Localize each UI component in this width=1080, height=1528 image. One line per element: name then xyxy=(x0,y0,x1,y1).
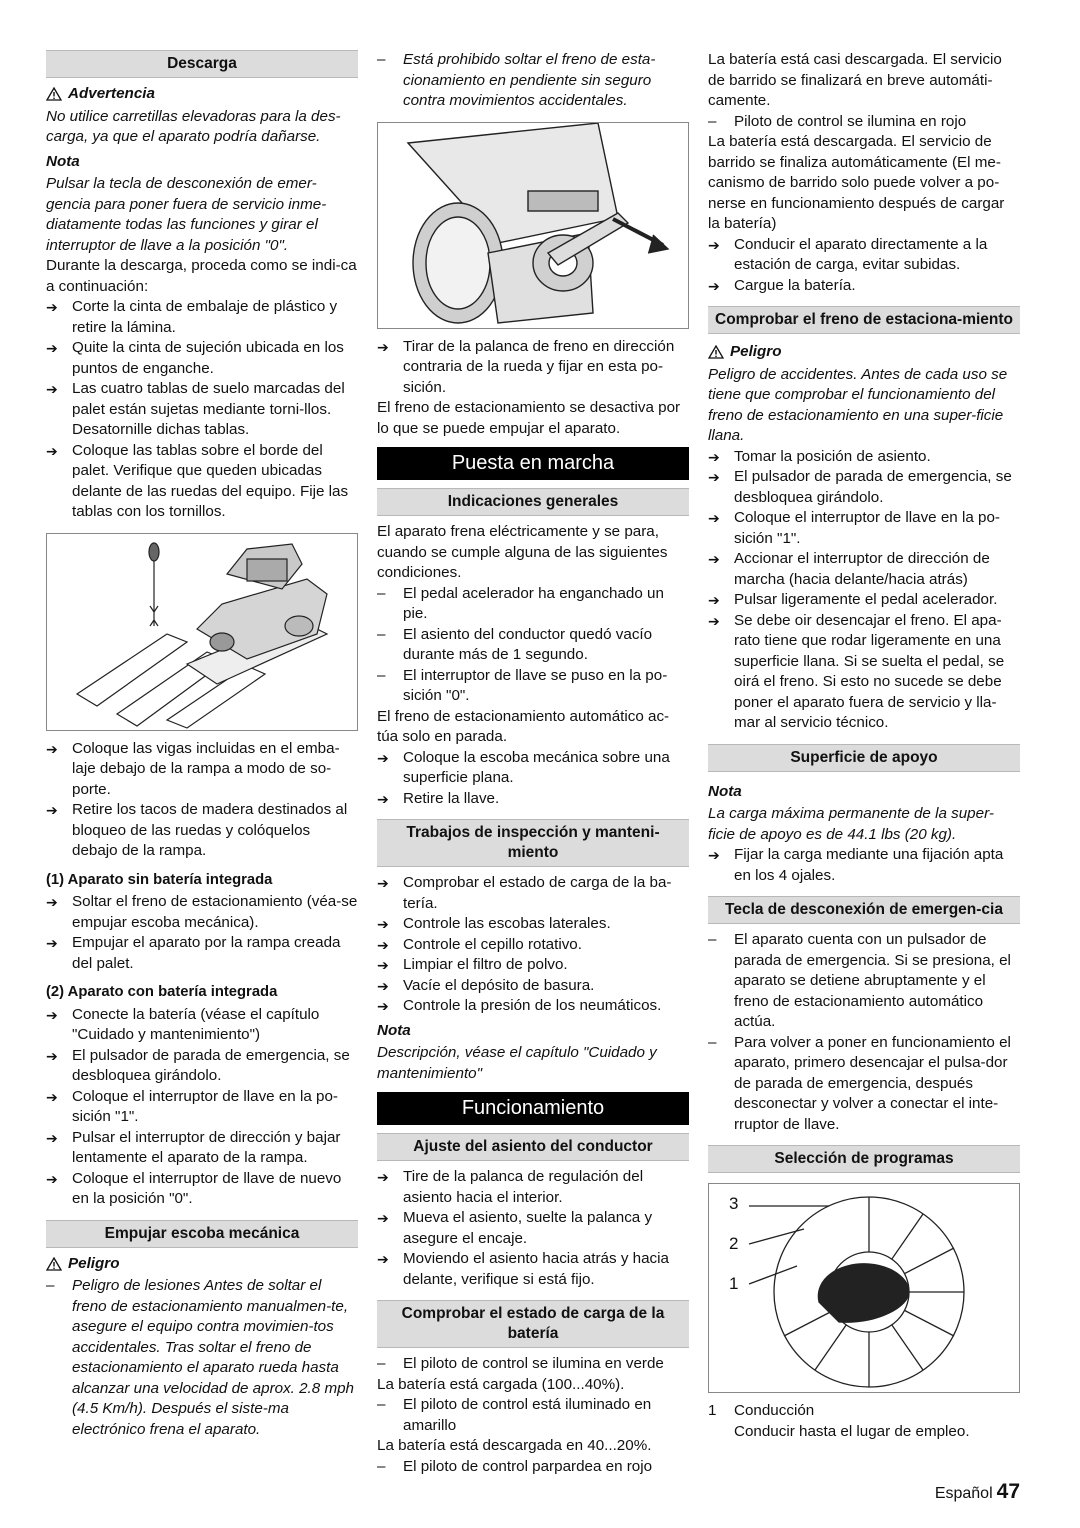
dash-marker: – xyxy=(708,1033,717,1051)
battery-empty-text: La batería está descargada. El servicio de barrido se finaliza automáticamente (El me-canismo de barrido solo puede volver a po-nerse en funcionamiento después de cargar la batería) xyxy=(708,133,1005,232)
arrow-icon: ➔ xyxy=(46,802,58,818)
list-item-text: Coloque el interruptor de llave en la po-sición "1". xyxy=(734,509,1000,547)
note-text: La carga máxima permanente de la super-ficie de apoyo es de 44.1 lbs (20 kg). xyxy=(708,805,994,843)
list-item-text: Coloque el interruptor de llave en la po-sición "1". xyxy=(72,1087,338,1125)
list-item xyxy=(377,1457,689,1478)
dash-marker: – xyxy=(377,1396,386,1413)
subheading-with-battery: (2) Aparato con batería integrada xyxy=(46,984,278,1000)
arrow-list-ramp xyxy=(46,739,358,862)
list-item-text: El piloto de control parpardea en rojo xyxy=(403,1457,653,1475)
brake-text: El freno de estacionamiento se desactiva por lo que se puede empujar el aparato. xyxy=(377,399,681,437)
warning-triangle-icon xyxy=(708,345,724,359)
note-label: Nota xyxy=(46,152,80,170)
list-item xyxy=(377,50,689,112)
note-text: Descripción, véase el capítulo "Cuidado y mantenimiento" xyxy=(377,1044,657,1082)
arrow-icon: ➔ xyxy=(46,381,58,397)
arrow-list-unload xyxy=(46,297,358,523)
heading-comprobar-bateria: Comprobar el estado de carga de la batería xyxy=(377,1300,689,1348)
arrow-icon: ➔ xyxy=(377,936,389,953)
list-item-text: Limpiar el filtro de polvo. xyxy=(403,956,568,973)
danger-label xyxy=(46,1254,358,1275)
list-item-text: El pulsador de parada de emergencia, se desbloquea girándolo. xyxy=(72,1046,350,1084)
arrow-icon: ➔ xyxy=(46,1088,58,1105)
arrow-icon: ➔ xyxy=(377,1210,389,1226)
list-item-text: Controle las escobas laterales. xyxy=(403,915,611,932)
list-item-text: Retire la llave. xyxy=(403,789,500,807)
arrow-icon: ➔ xyxy=(377,957,389,973)
list-item xyxy=(708,930,1020,1033)
arrow-icon: ➔ xyxy=(377,1251,389,1267)
list-item-text: Comprobar el estado de carga de la ba-tería. xyxy=(403,874,672,912)
danger-text: Peligro de accidentes. Antes de cada uso se tiene que comprobar el funcionamiento del freno de estacionamiento en una super-ficie llana. xyxy=(708,365,1008,444)
arrow-icon: ➔ xyxy=(46,894,58,910)
warning-text: No utilice carretillas elevadoras para la des-carga, ya que el aparato podría dañarse. xyxy=(46,107,341,145)
warning-label xyxy=(46,84,358,105)
list-item xyxy=(377,1249,689,1290)
list-item xyxy=(377,1354,689,1375)
subheading-no-battery: (1) Aparato sin batería integrada xyxy=(46,871,273,888)
arrow-icon: ➔ xyxy=(377,1169,389,1185)
dial-label-2: 2 xyxy=(729,1234,739,1253)
intro-text: Durante la descarga, proceda como se indi-ca a continuación: xyxy=(46,257,357,295)
list-item-text: Pulsar ligeramente el pedal acelerador. xyxy=(734,591,998,608)
list-item xyxy=(46,933,358,974)
dial-label-3: 3 xyxy=(729,1194,739,1213)
arrow-icon: ➔ xyxy=(708,510,720,526)
arrow-icon: ➔ xyxy=(708,448,720,465)
arrow-icon: ➔ xyxy=(46,1006,58,1023)
list-item xyxy=(377,1395,689,1436)
list-item xyxy=(46,800,358,862)
arrow-icon: ➔ xyxy=(708,551,720,567)
list-item-text: Coloque la escoba mecánica sobre una superficie plana. xyxy=(403,748,670,786)
brake-lever-figure xyxy=(377,122,689,329)
arrow-icon: ➔ xyxy=(377,998,389,1014)
note-label: Nota xyxy=(708,782,742,800)
list-item xyxy=(708,611,1020,734)
battery-yellow-text: La batería está descargada en 40...20%. xyxy=(377,1437,652,1454)
list-item-text: El pedal acelerador ha enganchado un pie. xyxy=(403,584,664,622)
list-item xyxy=(46,441,358,523)
legend-description: Conducir hasta el lugar de empleo. xyxy=(734,1422,970,1440)
list-item xyxy=(708,276,1020,297)
list-item-text: El pulsador de parada de emergencia, se desbloquea girándolo. xyxy=(734,468,1012,506)
list-item xyxy=(708,508,1020,549)
list-item xyxy=(708,1033,1020,1136)
list-item xyxy=(377,1208,689,1249)
arrow-icon: ➔ xyxy=(46,442,58,459)
warning-title: Advertencia xyxy=(68,85,155,102)
list-item-text: Las cuatro tablas de suelo marcadas del palet están sujetas mediante torni-llos. Desatornille dichas tablas. xyxy=(72,380,345,438)
column-2 xyxy=(377,50,689,1477)
legend-text: Conducción xyxy=(734,1402,815,1419)
warning-triangle-icon xyxy=(46,87,62,101)
battery-almost-text: La batería está casi descargada. El servicio de barrido se finalizará en breve automáti-camente. xyxy=(708,51,1002,109)
program-dial-figure xyxy=(708,1183,1020,1393)
column-3 xyxy=(708,50,1020,1442)
list-item xyxy=(708,845,1020,886)
heading-tecla-emergencia: Tecla de desconexión de emergen-cia xyxy=(708,896,1020,924)
list-item xyxy=(377,625,689,666)
dash-marker: – xyxy=(377,584,386,602)
arrow-icon: ➔ xyxy=(46,935,58,951)
list-item-text: Tirar de la palanca de freno en dirección contraria de la rueda y fijar en esta po-sición. xyxy=(403,337,675,396)
pallet-ramp-figure xyxy=(46,533,358,731)
list-item xyxy=(46,297,358,338)
list-item-text: Soltar el freno de estacionamiento (véa-se empujar escoba mecánica). xyxy=(72,893,358,931)
list-item-text: Coloque las tablas sobre el borde del palet. Verifique que queden ubicadas delante de las ruedas del equipo. Fije las tablas con los tornillos. xyxy=(72,441,349,520)
list-item xyxy=(377,666,689,707)
list-item xyxy=(377,955,689,976)
heading-empujar: Empujar escoba mecánica xyxy=(46,1220,358,1248)
arrow-icon: ➔ xyxy=(377,338,389,355)
arrow-list-no-battery xyxy=(46,892,358,974)
warning-triangle-icon xyxy=(46,1257,62,1271)
legend-number: 1 xyxy=(708,1402,717,1419)
heading-trabajos: Trabajos de inspección y manteni-miento xyxy=(377,819,689,867)
arrow-icon: ➔ xyxy=(46,1047,58,1064)
list-item-text: Para volver a poner en funcionamiento el aparato, primero desencajar el pulsa-dor de parada de emergencia, después desconectar y volver a conectar el inte-rruptor de llave. xyxy=(734,1033,1011,1133)
list-item-text: Mueva el asiento, suelte la palanca y asegure el encaje. xyxy=(403,1209,653,1247)
list-item xyxy=(46,1276,358,1440)
list-item xyxy=(46,739,358,801)
prohibited-text: Está prohibido soltar el freno de esta-cionamiento en pendiente sin seguro contra movimientos accidentales. xyxy=(403,51,656,109)
list-item xyxy=(377,1167,689,1208)
list-item-text: Coloque el interruptor de llave de nuevo en la posición "0". xyxy=(72,1169,342,1207)
list-item-text: El interruptor de llave se puso en la po-sición "0". xyxy=(403,666,668,704)
arrow-icon: ➔ xyxy=(708,236,720,253)
note-text: Pulsar la tecla de desconexión de emer-gencia para poner fuera de servicio inme-diatamente todas las funciones y girar el interruptor de llave a la posición "0". xyxy=(46,175,327,254)
list-item xyxy=(377,748,689,789)
list-item-text: Tire de la palanca de regulación del asiento hacia el interior. xyxy=(403,1168,644,1206)
list-item-text: Se debe oir desencajar el freno. El apa-rato tiene que rodar ligeramente en una superficie llana. Si se suelta el pedal, se oirá el freno. Si esto no sucede se debe poner el aparato fuera de servicio y lla-mar al servicio técnico. xyxy=(734,611,1005,731)
page-number: 47 xyxy=(996,1480,1020,1503)
list-item-text: Conducir el aparato directamente a la estación de carga, evitar subidas. xyxy=(734,235,988,273)
list-item-text: El piloto de control está iluminado en amarillo xyxy=(403,1396,652,1434)
heading-seleccion-programas: Selección de programas xyxy=(708,1145,1020,1173)
dash-marker: – xyxy=(377,51,386,68)
dash-marker: – xyxy=(377,666,386,684)
arrow-icon: ➔ xyxy=(708,277,720,294)
list-item xyxy=(377,914,689,935)
list-item-text: El piloto de control se ilumina en verde xyxy=(403,1355,664,1372)
legend-item xyxy=(708,1401,1020,1422)
legend-item xyxy=(708,1422,1020,1443)
list-item xyxy=(46,1087,358,1128)
arrow-icon: ➔ xyxy=(377,749,389,766)
footer-language: Español xyxy=(934,1485,993,1502)
list-item-text: El asiento del conductor quedó vacío durante más de 1 segundo. xyxy=(403,625,653,663)
danger-label xyxy=(708,342,1020,363)
list-item xyxy=(46,1128,358,1169)
brake-lever-illustration xyxy=(378,123,684,328)
dash-marker: – xyxy=(708,931,717,948)
dash-marker: – xyxy=(377,625,386,643)
list-item-text: Fijar la carga mediante una fijación apta en los 4 ojales. xyxy=(734,846,1004,884)
column-1 xyxy=(46,50,358,1440)
battery-green-text: La batería está cargada (100...40%). xyxy=(377,1375,625,1393)
arrow-list-with-battery xyxy=(46,1005,358,1210)
list-item-text: Conecte la batería (véase el capítulo "Cuidado y mantenimiento") xyxy=(72,1005,320,1043)
dial-label-1: 1 xyxy=(729,1274,739,1293)
list-item-text: Cargue la batería. xyxy=(734,276,856,294)
arrow-icon: ➔ xyxy=(377,875,389,891)
arrow-icon: ➔ xyxy=(46,1170,58,1187)
list-item-text: Piloto de control se ilumina en rojo xyxy=(734,112,967,130)
list-item xyxy=(708,549,1020,590)
heading-ajuste-asiento: Ajuste del asiento del conductor xyxy=(377,1133,689,1161)
list-item-text: Controle la presión de los neumáticos. xyxy=(403,997,662,1014)
arrow-icon: ➔ xyxy=(708,592,720,608)
arrow-icon: ➔ xyxy=(46,740,58,757)
list-item xyxy=(46,1046,358,1087)
list-item xyxy=(377,996,689,1017)
list-item xyxy=(46,1169,358,1210)
list-item xyxy=(377,584,689,625)
list-item xyxy=(46,338,358,379)
page-footer xyxy=(935,1482,1020,1505)
list-item-text: Controle el cepillo rotativo. xyxy=(403,935,582,953)
list-item xyxy=(708,447,1020,468)
list-item-text: Corte la cinta de embalaje de plástico y retire la lámina. xyxy=(72,298,338,336)
note-label: Nota xyxy=(377,1021,411,1039)
list-item-text: Coloque las vigas incluidas en el emba-laje debajo de la rampa a modo de so-porte. xyxy=(72,739,340,798)
list-item-text: Retire los tacos de madera destinados al bloqueo de las ruedas y colóquelos debajo de la rampa. xyxy=(72,801,348,859)
list-item xyxy=(708,590,1020,611)
list-item-text: El aparato cuenta con un pulsador de parada de emergencia. Si se presiona, el aparato se detiene abruptamente y el freno de estacionamiento automático actúa. xyxy=(734,931,1011,1030)
list-item xyxy=(377,789,689,810)
list-item-text: Pulsar el interruptor de dirección y bajar lentamente el aparato de la rampa. xyxy=(72,1128,341,1166)
arrow-icon: ➔ xyxy=(46,1129,58,1146)
heading-superficie-apoyo: Superficie de apoyo xyxy=(708,744,1020,772)
danger-title: Peligro xyxy=(68,1254,120,1272)
dash-marker: – xyxy=(377,1355,386,1372)
list-item xyxy=(377,873,689,914)
danger-text: Peligro de lesiones Antes de soltar el freno de estacionamiento manualmen-te, asegure el equipo contra movimien-tos accidentales. Tras soltar el freno de estacionamiento el aparato rueda hasta alcanzar una velocidad de aprox. 2.8 mph (4.5 Km/h). Después el siste-ma electrónico frena el aparato. xyxy=(72,1277,354,1438)
sweeper-on-pallet-illustration xyxy=(47,534,357,730)
arrow-icon: ➔ xyxy=(46,299,58,315)
list-item xyxy=(708,467,1020,508)
arrow-icon: ➔ xyxy=(46,340,58,356)
arrow-icon: ➔ xyxy=(708,469,720,485)
arrow-icon: ➔ xyxy=(377,790,389,807)
list-item xyxy=(46,1005,358,1046)
auto-brake-text: El freno de estacionamiento automático ac-túa solo en parada. xyxy=(377,707,670,745)
list-item xyxy=(46,379,358,441)
heading-indicaciones: Indicaciones generales xyxy=(377,488,689,516)
dash-marker: – xyxy=(46,1277,55,1294)
program-selector-dial xyxy=(709,1184,1019,1392)
list-item-text: Tomar la posición de asiento. xyxy=(734,447,931,465)
list-item-text: Empujar el aparato por la rampa creada del palet. xyxy=(72,934,341,972)
heading-freno-estacionamiento: Comprobar el freno de estaciona-miento xyxy=(708,306,1020,334)
dash-marker: – xyxy=(377,1457,386,1475)
danger-title: Peligro xyxy=(730,343,782,360)
list-item-text: Moviendo el asiento hacia atrás y hacia delante, verifique si está fijo. xyxy=(403,1250,669,1288)
dash-marker: – xyxy=(708,112,717,130)
arrow-icon: ➔ xyxy=(708,847,720,863)
list-item-text: Quite la cinta de sujeción ubicada en los puntos de enganche. xyxy=(72,339,344,377)
heading-funcionamiento: Funcionamiento xyxy=(377,1092,689,1125)
indications-text: El aparato frena eléctricamente y se para, cuando se cumple alguna de las siguientes condiciones. xyxy=(377,523,668,581)
list-item xyxy=(377,337,689,399)
list-item xyxy=(708,112,1020,133)
arrow-icon: ➔ xyxy=(377,977,389,994)
arrow-icon: ➔ xyxy=(377,916,389,932)
list-item xyxy=(377,976,689,997)
list-item xyxy=(708,235,1020,276)
list-item-text: Accionar el interruptor de dirección de marcha (hacia delante/hacia atrás) xyxy=(734,550,990,588)
arrow-icon: ➔ xyxy=(708,612,720,629)
list-item xyxy=(46,892,358,933)
heading-descarga: Descarga xyxy=(46,50,358,78)
list-item-text: Vacíe el depósito de basura. xyxy=(403,976,595,994)
list-item xyxy=(377,935,689,956)
heading-puesta-en-marcha: Puesta en marcha xyxy=(377,447,689,480)
